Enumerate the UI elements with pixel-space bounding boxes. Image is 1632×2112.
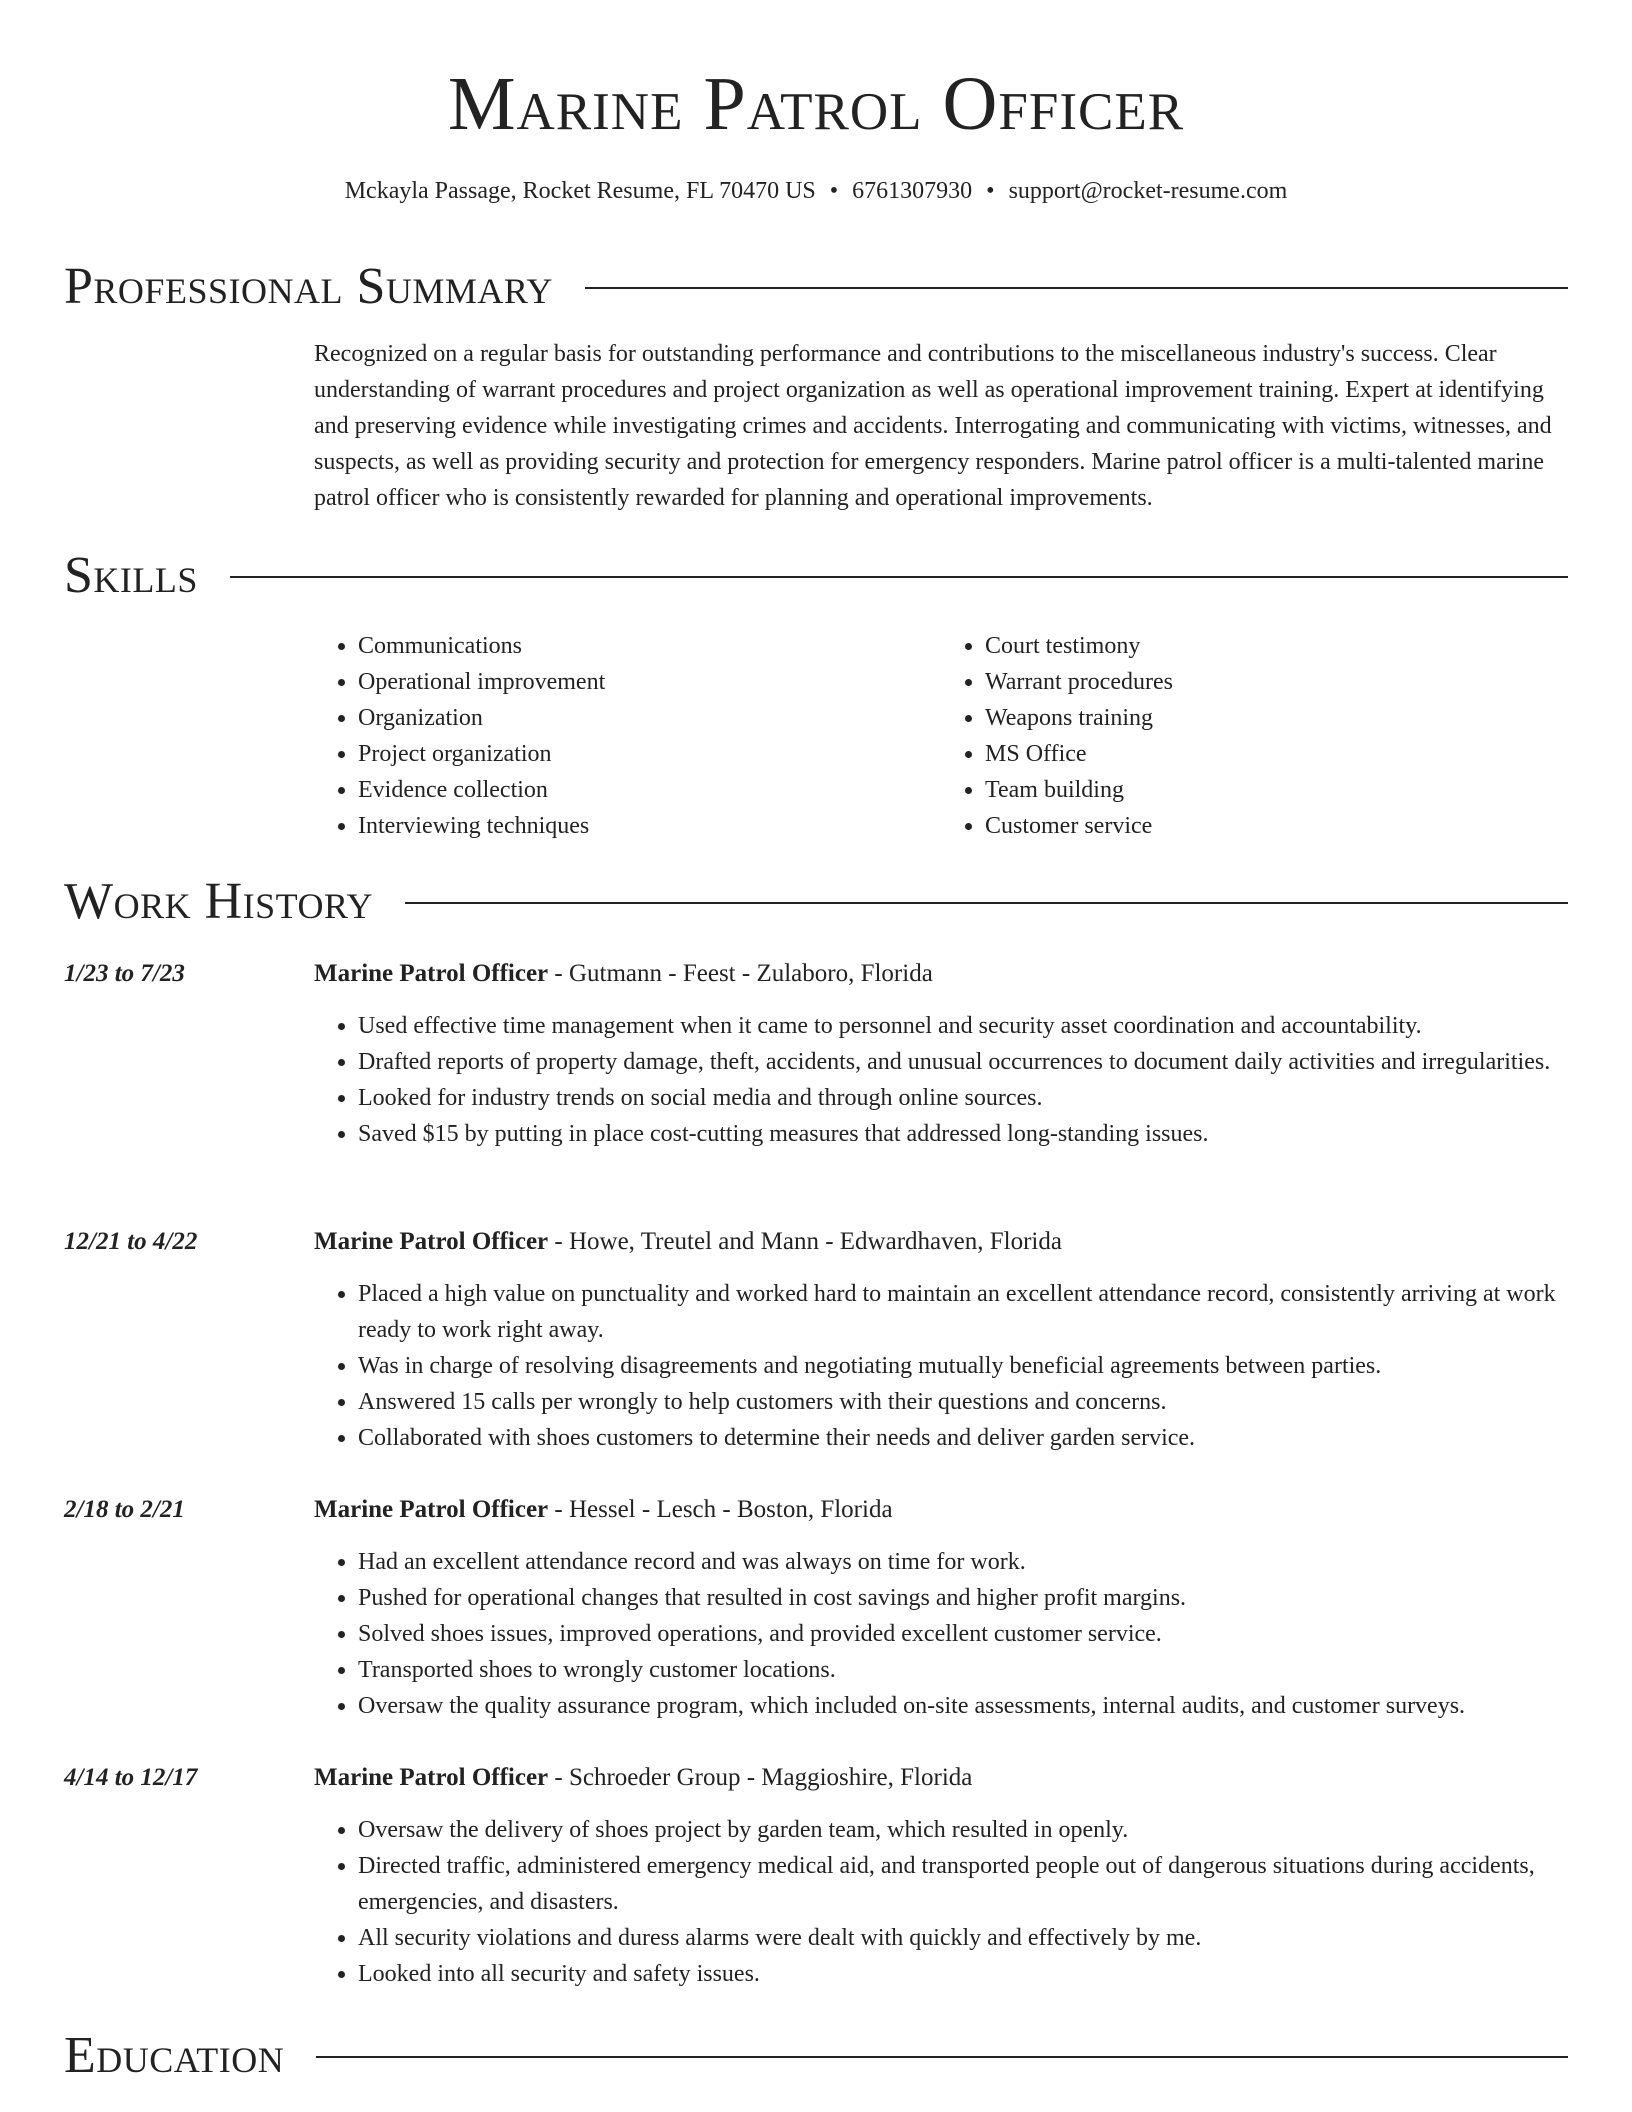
job-bullets	[314, 1276, 1568, 1456]
skill-item: • MS Office	[985, 736, 1568, 772]
contact-address: Mckayla Passage, Rocket Resume, FL 70470 US	[344, 178, 816, 204]
job-title: Marine Patrol Officer	[314, 1496, 549, 1523]
job-bullets	[314, 1812, 1568, 1992]
job-heading	[314, 1492, 893, 1528]
job-title: Marine Patrol Officer	[314, 1228, 549, 1255]
section-divider	[230, 576, 1568, 578]
job-bullet: • Had an excellent attendance record and was always on time for work.	[358, 1544, 1568, 1580]
job-dates: 2/18 to 2/21	[64, 1496, 185, 1523]
skills-section-header	[64, 544, 1568, 608]
contact-separator: •	[986, 178, 995, 204]
contact-email: support@rocket-resume.com	[1008, 178, 1288, 204]
job-bullet: • Looked into all security and safety issues.	[358, 1956, 1568, 1992]
skills-list	[314, 628, 1568, 844]
job-bullet: • Saved $15 by putting in place cost-cutting measures that addressed long-standing issues.	[358, 1116, 1568, 1152]
job-title: Marine Patrol Officer	[314, 960, 549, 987]
job-employer: - Gutmann - Feest - Zulaboro, Florida	[548, 960, 933, 987]
job-employer: - Schroeder Group - Maggioshire, Florida	[548, 1764, 973, 1791]
skill-item: • Team building	[985, 772, 1568, 808]
section-divider	[316, 2056, 1568, 2058]
job-bullets	[314, 1008, 1568, 1152]
job-bullet: • Oversaw the delivery of shoes project by garden team, which resulted in openly.	[358, 1812, 1568, 1848]
job-bullet: • Answered 15 calls per wrongly to help customers with their questions and concerns.	[358, 1384, 1568, 1420]
resume-name: Marine Patrol Officer	[447, 62, 1185, 146]
skills-column-right	[941, 628, 1568, 844]
work-section-title: Work History	[64, 873, 374, 930]
skill-item: • Communications	[358, 628, 941, 664]
contact-line	[0, 176, 1632, 206]
job-heading	[314, 956, 933, 992]
job-bullet: • Directed traffic, administered emergency medical aid, and transported people out of dangerous situations during accidents, emergencies, and disasters.	[358, 1848, 1568, 1920]
contact-phone: 6761307930	[852, 178, 973, 204]
summary-section-header	[64, 255, 1568, 319]
skill-item: • Weapons training	[985, 700, 1568, 736]
work-section-header	[64, 870, 1568, 934]
skills-column-left	[314, 628, 941, 844]
skill-item: • Operational improvement	[358, 664, 941, 700]
summary-section-title: Professional Summary	[64, 258, 553, 315]
section-divider	[585, 287, 1568, 289]
job-bullet: • Transported shoes to wrongly customer locations.	[358, 1652, 1568, 1688]
skills-section-title: Skills	[64, 547, 198, 604]
skill-item: • Warrant procedures	[985, 664, 1568, 700]
contact-separator: •	[829, 178, 839, 204]
section-divider	[405, 902, 1568, 904]
summary-text: Recognized on a regular basis for outstanding performance and contributions to the miscellaneous industry's success. Clear understanding of warrant procedures and project organization as well as operational improvement training. Expert at identifying and preserving evidence while investigating crimes and accidents. Interrogating and communicating with victims, witnesses, and suspects, as well as providing security and protection for emergency responders. Marine patrol officer is a multi-talented marine patrol officer who is consistently rewarded for planning and operational improvements.	[314, 341, 1552, 511]
job-heading	[314, 1224, 1062, 1260]
skill-item: • Project organization	[358, 736, 941, 772]
job-dates: 1/23 to 7/23	[64, 960, 185, 987]
job-bullet: • Oversaw the quality assurance program, which included on-site assessments, internal audits, and customer surveys.	[358, 1688, 1568, 1724]
job-bullet: • Used effective time management when it came to personnel and security asset coordination and accountability.	[358, 1008, 1568, 1044]
job-dates: 12/21 to 4/22	[64, 1228, 198, 1255]
job-employer: - Howe, Treutel and Mann - Edwardhaven, Florida	[548, 1228, 1062, 1255]
job-employer: - Hessel - Lesch - Boston, Florida	[548, 1496, 893, 1523]
skill-item: • Court testimony	[985, 628, 1568, 664]
job-bullets	[314, 1544, 1568, 1724]
job-bullet: • Solved shoes issues, improved operations, and provided excellent customer service.	[358, 1616, 1568, 1652]
job-bullet: • Was in charge of resolving disagreements and negotiating mutually beneficial agreements between parties.	[358, 1348, 1568, 1384]
education-section-title: Education	[64, 2027, 285, 2084]
job-bullet: • Drafted reports of property damage, theft, accidents, and unusual occurrences to document daily activities and irregularities.	[358, 1044, 1568, 1080]
skill-item: • Interviewing techniques	[358, 808, 941, 844]
job-bullet: • Looked for industry trends on social media and through online sources.	[358, 1080, 1568, 1116]
job-bullet: • Pushed for operational changes that resulted in cost savings and higher profit margins.	[358, 1580, 1568, 1616]
education-section-header	[64, 2024, 1568, 2088]
skill-item: • Customer service	[985, 808, 1568, 844]
job-heading	[314, 1760, 972, 1796]
job-bullet: • Placed a high value on punctuality and worked hard to maintain an excellent attendance record, consistently arriving at work ready to work right away.	[358, 1276, 1568, 1348]
skill-item: • Evidence collection	[358, 772, 941, 808]
skill-item: • Organization	[358, 700, 941, 736]
job-bullet: • All security violations and duress alarms were dealt with quickly and effectively by me.	[358, 1920, 1568, 1956]
job-bullet: • Collaborated with shoes customers to determine their needs and deliver garden service.	[358, 1420, 1568, 1456]
job-title: Marine Patrol Officer	[314, 1764, 549, 1791]
job-dates: 4/14 to 12/17	[64, 1764, 198, 1791]
